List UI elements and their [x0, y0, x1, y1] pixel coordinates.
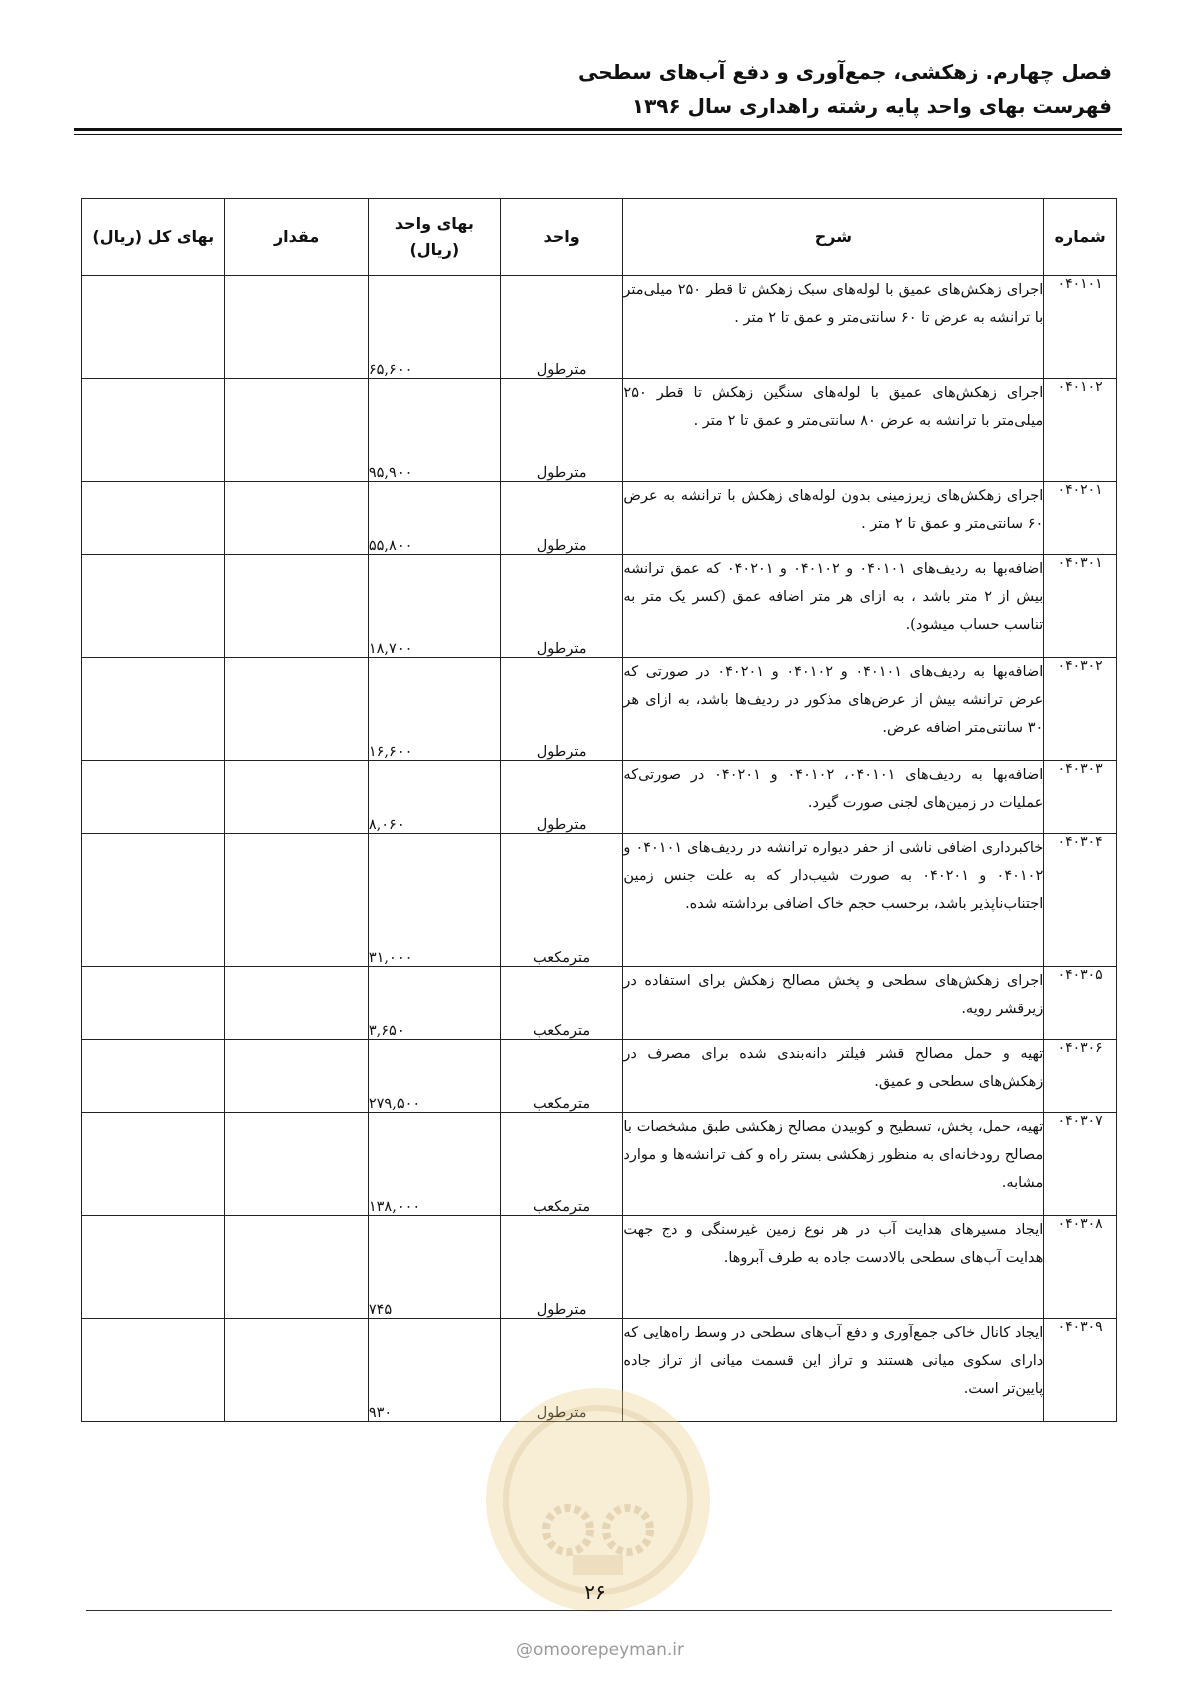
item-total-price [82, 658, 225, 761]
item-number: ۰۴۰۳۰۹ [1044, 1319, 1117, 1422]
table-row [82, 555, 1117, 658]
unit-price-label: بهای واحد [394, 214, 474, 233]
item-unit-price: ۳,۶۵۰ [368, 967, 500, 1040]
chapter-title: فصل چهارم. زهکشی، جمع‌آوری و دفع آب‌های سطحی [577, 60, 1112, 84]
item-number: ۰۴۰۳۰۳ [1044, 761, 1117, 834]
item-unit: مترمکعب [500, 834, 623, 967]
col-unit-price-header [368, 199, 500, 276]
item-unit-price: ۹۵,۹۰۰ [368, 379, 500, 482]
item-description: خاکبرداری اضافی ناشی از حفر دیواره ترانشه در ردیف‌های ۰۴۰۱۰۱ و ۰۴۰۱۰۲ و ۰۴۰۲۰۱ به صورت شیب‌دار که به علت جنس زمین اجتناب‌ناپذیر باشد، برحسب حجم خاک اضافی برداشته شده. [623, 834, 1044, 967]
item-unit: مترطول [500, 379, 623, 482]
table-row [82, 1319, 1117, 1422]
item-total-price [82, 276, 225, 379]
item-unit-price: ۷۴۵ [368, 1216, 500, 1319]
item-description: اضافه‌بها به ردیف‌های ۰۴۰۱۰۱ و ۰۴۰۱۰۲ و ۰۴۰۲۰۱ که عمق ترانشه بیش از ۲ متر باشد ، به ازای هر متر اضافه عمق (کسر یک متر به تناسب حساب میشود). [623, 555, 1044, 658]
table-row [82, 761, 1117, 834]
item-number: ۰۴۰۳۰۵ [1044, 967, 1117, 1040]
item-quantity [225, 967, 368, 1040]
page-header [74, 55, 1112, 123]
item-description: اجرای زهکش‌های عمیق با لوله‌های سبک زهکش تا قطر ۲۵۰ میلی‌متر با ترانشه به عرض تا ۶۰ سانتی‌متر و عمق تا ۲ متر . [623, 276, 1044, 379]
item-unit-price: ۹۳۰ [368, 1319, 500, 1422]
item-unit-price: ۲۷۹,۵۰۰ [368, 1040, 500, 1113]
item-number: ۰۴۰۳۰۷ [1044, 1113, 1117, 1216]
item-total-price [82, 1216, 225, 1319]
item-total-price [82, 379, 225, 482]
item-description: ایجاد مسیرهای هدایت آب در هر نوع زمین غیرسنگی و دج جهت هدایت آب‌های سطحی بالادست جاده به طرف آبروها. [623, 1216, 1044, 1319]
item-unit-price: ۱۸,۷۰۰ [368, 555, 500, 658]
item-unit: مترمکعب [500, 1113, 623, 1216]
item-quantity [225, 555, 368, 658]
table-row [82, 1216, 1117, 1319]
item-unit: مترطول [500, 658, 623, 761]
item-description: تهیه و حمل مصالح قشر فیلتر دانه‌بندی شده برای مصرف در زهکش‌های سطحی و عمیق. [623, 1040, 1044, 1113]
item-quantity [225, 761, 368, 834]
item-quantity [225, 276, 368, 379]
item-unit: مترطول [500, 276, 623, 379]
item-unit-price: ۱۶,۶۰۰ [368, 658, 500, 761]
item-total-price [82, 967, 225, 1040]
table-row [82, 379, 1117, 482]
document-title: فهرست بهای واحد پایه رشته راهداری سال ۱۳۹۶ [631, 94, 1112, 118]
item-unit-price: ۸,۰۶۰ [368, 761, 500, 834]
item-number: ۰۴۰۳۰۶ [1044, 1040, 1117, 1113]
header-rule-thin [74, 134, 1122, 135]
col-number-header: شماره [1044, 199, 1117, 276]
price-list-table [81, 198, 1117, 1422]
item-number: ۰۴۰۳۰۱ [1044, 555, 1117, 658]
item-total-price [82, 482, 225, 555]
footer-rule [86, 1610, 1112, 1611]
table-row [82, 1040, 1117, 1113]
item-description: اجرای زهکش‌های عمیق با لوله‌های سنگین زهکش تا قطر ۲۵۰ میلی‌متر با ترانشه به عرض ۸۰ سانتی‌متر و عمق تا ۲ متر . [623, 379, 1044, 482]
unit-price-currency: (ریال) [409, 240, 460, 259]
item-unit: مترطول [500, 1216, 623, 1319]
item-quantity [225, 379, 368, 482]
item-number: ۰۴۰۲۰۱ [1044, 482, 1117, 555]
page-number: ۲۶ [584, 1580, 606, 1604]
item-unit: مترطول [500, 482, 623, 555]
item-description: اضافه‌بها به ردیف‌های ۰۴۰۱۰۱، ۰۴۰۱۰۲ و ۰۴۰۲۰۱ در صورتی‌که عملیات در زمین‌های لجنی صورت گیرد. [623, 761, 1044, 834]
item-number: ۰۴۰۳۰۲ [1044, 658, 1117, 761]
item-quantity [225, 1113, 368, 1216]
item-unit: مترطول [500, 555, 623, 658]
item-number: ۰۴۰۱۰۱ [1044, 276, 1117, 379]
item-total-price [82, 555, 225, 658]
item-unit-price: ۱۳۸,۰۰۰ [368, 1113, 500, 1216]
item-number: ۰۴۰۳۰۴ [1044, 834, 1117, 967]
table-row [82, 1113, 1117, 1216]
table-row [82, 834, 1117, 967]
item-unit: مترمکعب [500, 967, 623, 1040]
item-number: ۰۴۰۱۰۲ [1044, 379, 1117, 482]
item-description: تهیه، حمل، پخش، تسطیح و کوبیدن مصالح زهکشی طبق مشخصات با مصالح رودخانه‌ای به منظور زهکشی بستر راه و کف ترانشه‌ها و موارد مشابه. [623, 1113, 1044, 1216]
item-description: اجرای زهکش‌های سطحی و پخش مصالح زهکش برای استفاده در زیرقشر رویه. [623, 967, 1044, 1040]
item-unit: مترطول [500, 761, 623, 834]
item-unit: مترطول [500, 1319, 623, 1422]
item-total-price [82, 834, 225, 967]
col-total-price-header: بهای کل (ریال) [82, 199, 225, 276]
table-row [82, 658, 1117, 761]
item-total-price [82, 1319, 225, 1422]
col-quantity-header: مقدار [225, 199, 368, 276]
item-total-price [82, 1040, 225, 1113]
col-description-header: شرح [623, 199, 1044, 276]
item-unit-price: ۳۱,۰۰۰ [368, 834, 500, 967]
item-quantity [225, 1319, 368, 1422]
item-quantity [225, 1216, 368, 1319]
item-description: اجرای زهکش‌های زیرزمینی بدون لوله‌های زهکش با ترانشه به عرض ۶۰ سانتی‌متر و عمق تا ۲ متر . [623, 482, 1044, 555]
item-quantity [225, 482, 368, 555]
table-row [82, 967, 1117, 1040]
col-unit-header: واحد [500, 199, 623, 276]
item-description: ایجاد کانال خاکی جمع‌آوری و دفع آب‌های سطحی در وسط راه‌هایی که دارای سکوی میانی هستند و تراز این قسمت میانی از تراز جاده پایین‌تر است. [623, 1319, 1044, 1422]
item-quantity [225, 834, 368, 967]
watermark-url: @omoorepeyman.ir [515, 1640, 685, 1660]
item-unit: مترمکعب [500, 1040, 623, 1113]
item-quantity [225, 1040, 368, 1113]
item-unit-price: ۵۵,۸۰۰ [368, 482, 500, 555]
table-row [82, 482, 1117, 555]
table-row [82, 276, 1117, 379]
item-total-price [82, 1113, 225, 1216]
item-quantity [225, 658, 368, 761]
item-description: اضافه‌بها به ردیف‌های ۰۴۰۱۰۱ و ۰۴۰۱۰۲ و ۰۴۰۲۰۱ در صورتی که عرض ترانشه بیش از عرض‌های مذکور در ردیف‌ها باشد، به ازای هر ۳۰ سانتی‌متر اضافه عرض. [623, 658, 1044, 761]
item-number: ۰۴۰۳۰۸ [1044, 1216, 1117, 1319]
item-total-price [82, 761, 225, 834]
header-rule-thick [74, 128, 1122, 131]
item-unit-price: ۶۵,۶۰۰ [368, 276, 500, 379]
table-header-row [82, 199, 1117, 276]
